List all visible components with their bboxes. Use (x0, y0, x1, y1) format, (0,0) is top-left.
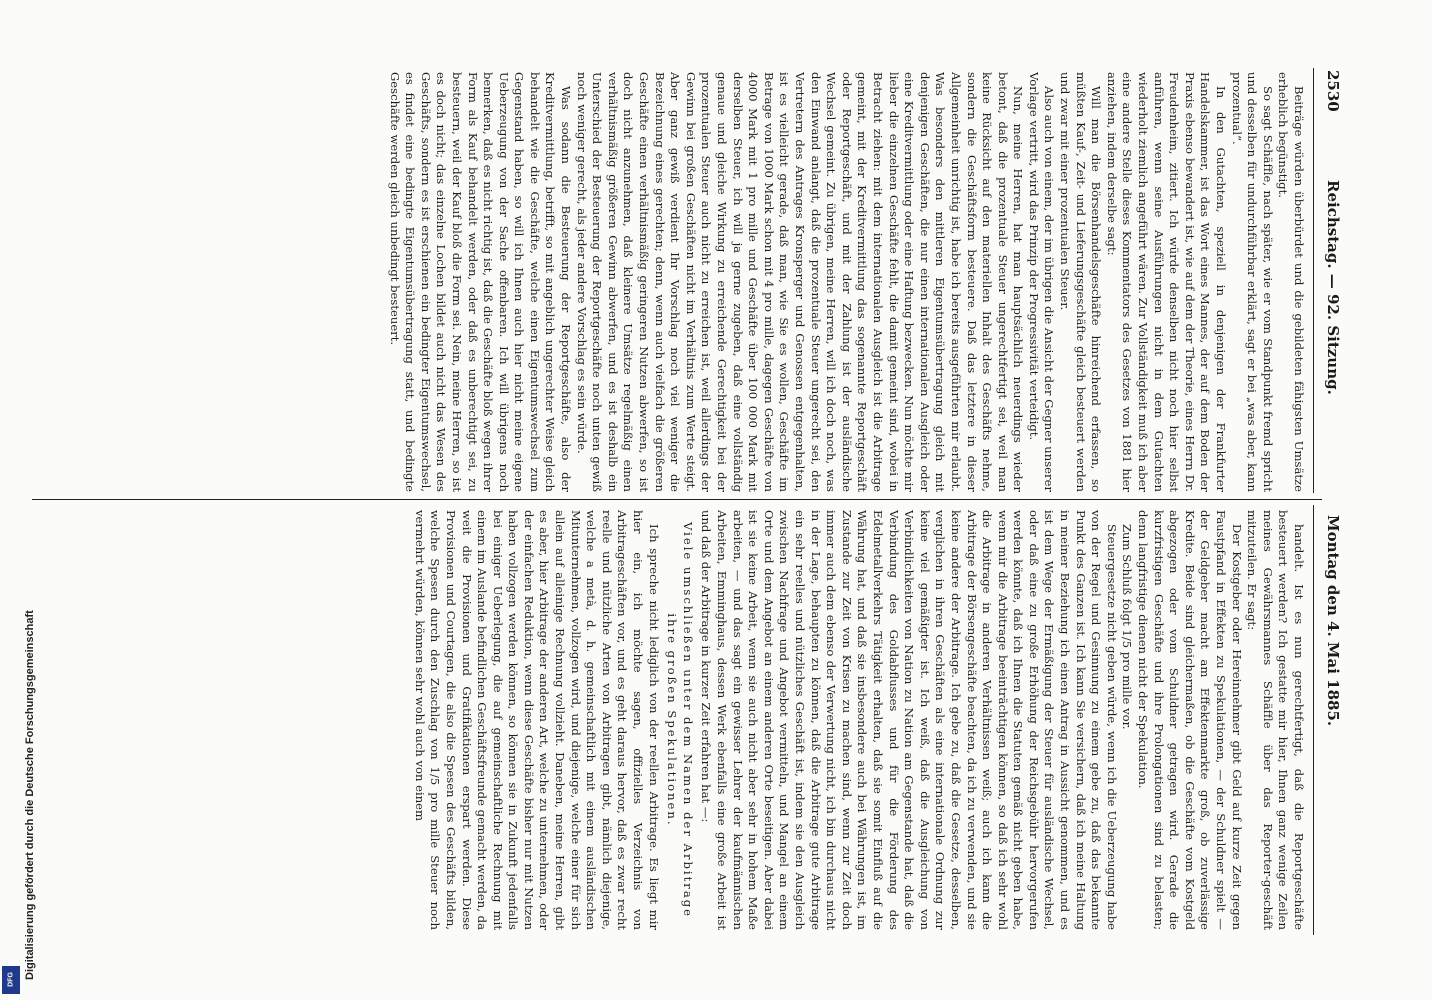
paragraph: In den Gutachten, speziell in denjenigen der Frankfurter Handelskammer, ist das Wort eines Mannes, der auf dem Boden der Praxis ebenso bewandert ist, wie auf dem der Theorie, eines Herrn Dr. Freudenheim, zitiert. Ich würde denselben nicht noch hier selbst anführen, wenn seine Ausführungen nicht in dem Gutachten wiederholt ziemlich angeführt wären. Zur Vollständigkeit muß ich aber eine andere Stelle dieses Kommentators des Gesetzes von 1881 hier anziehen, indem derselbe sagt: (1104, 72, 1229, 492)
paragraph: Zum Schluß folgt 1/5 pro mille vor. (1120, 524, 1135, 730)
paragraph: handelt. Ist es nun gerechtfertigt, daß die Reportgeschäfte besteuert werden? Ich gestatte mir hier, Ihnen ganz wenige Zeilen meines Gewährsmannes Schäffle über das Reporter-geschäft mitzuteilen. Er sagt: (1245, 510, 1306, 930)
quoted-paragraph: Der Kostgeber oder Hereinnehmer gibt Geld auf kurze Zeit gegen Faustpfand in Effekten zu Spekulationen, — der Schuldner spielt — der Geldgeber macht am Effektenmarkte groß, ob zuverlässige Kredite. Beide sind gleichermaßen, ob die Geschäfte vom Kostgeld abgezogen oder vom Schuldner getragen wird. Gerade die kurzfristigen Geschäfte und ihre Prolongationen sind zu belasten; denn langfristige dienen nicht der Spekulation. (1136, 510, 1244, 930)
header-right (1316, 515, 1342, 935)
header-title: Reichstag. — 92. Sitzung. (1324, 180, 1342, 395)
text-column-right (36, 510, 1306, 930)
header-date: Montag den 4. Mai 1885. (1324, 515, 1342, 727)
paragraph: Was sodann die Besteuerung der Reportgeschäfte, also der Kreditvermittlung, betrifft, so mit angeblich ungerechter Weise gleich behandelt wie die Geschäfte, welche einen Eigentumswechsel zum Gegenstand haben, so will ich Ihnen auch hier nicht meine eigene Ueberzeugung von der Sache offenbaren. Ich will übrigens noch bemerken, daß es nicht richtig ist, daß die Geschäfte bloß wegen ihrer Form als Kauf behandelt werden, oder daß es unberechtigt sei, zu besteuern, weil der Kauf bloß die Form sei. Nein, meine Herren, so ist es doch nicht; das einzelne Lochen bildet auch nicht das Wesen des Geschäfts, sondern es ist erschienen ein bedingter Eigentumswechsel, es findet eine bedingte Eigentumsübertragung statt, und bedingte Geschäfte werden gleich unbedingt besteuert. (387, 72, 574, 492)
credit-text: Digitalisierung gefördert durch die Deutsche Forschungsgemeinschaft (24, 610, 36, 980)
paragraph: Ich spreche nicht lediglich von der reellen Arbitrage. Es liegt mir hier ein, ich möchte sagen, offizielles Verzeichnis von Arbitrageschäften vor, und es geht daraus hervor, daß es zwar recht reelle und nützliche Arten von Arbitragen gibt, nämlich diejenige, welche a metà, d. h. gemeinschaftlich mit einem ausländischen Mitunternehmen, vollzogen wird, und diejenige, welche einer für sich allein auf alleinige Rechnung vollzieht. Daneben, meine Herren, gibt es aber, hier Arbitrage der anderen Art, welche zu unternehmen, oder der einfachen Reduktion, wenn diese Geschäfte bisher nur mit Nutzen haben vollzogen werden können, so können sie in Zukunft jedenfalls bei einiger Ueberlegung, die auf gemeinschaftliche Rechnung mit einem im Auslande befindlichen Geschäftsfreunde gemacht werden, da weit die Provisionen und Gratifikationen erspart werden. Diese Provisionen und Courtagen, die also die Spesen des Geschäfts bilden, welche Spesen durch den Zuschlag von 1/5 pro mille Steuer noch vermehrt würden, können sehr wohl auch von einem (412, 510, 661, 930)
digitization-credit (6, 100, 36, 980)
paragraph: Steuergesetze nicht geben würde, wenn ich die Ueberzeugung habe von der Regel und Gesinnung zu einem gebe zu, daß das bekannte Punkt des Ganzen ist. Ich kann Sie versichern, daß ich meine Haltung in meiner Beziehung ich einen Antrag in Aussicht genommen, und es ist dem Wege der Ermäßigung der Steuer für ausländische Wechsel, oder daß eine zu große Erhöhung der Reichsgebühr hervorgerufen werden könnte, daß ich Ihnen die Statuten gemäß nicht geben habe, wenn mir die Arbitrage beeinträchtigen können, so daß ich sehr wohl die Arbitrage in anderen Verhältnissen weiß; auch ich kann die Arbitrage der Börsengeschäfte beachten, da ich zu verwenden, und sie keine andere der Arbitrage. Ich gebe zu, daß die Gesetze, desselben, verglichen in ihren Geschäften als eine internationale Ordnung zur keine viel gemäßigter ist. Ich weiß, daß die Ausgleichung von Verbindlichkeiten von Nation zu Nation am Gegenstande hat, daß die Verbindung des Goldabflusses und für die Förderung des Edelmetallverkehrs Tätigkeit erhalten, daß sie somit Einfluß auf die Währung hat, und daß sie insbesondere auch bei Währungen ist, im Zustande zur Zeit von Krisen zu machen sind, wenn zur Zeit doch immer auch dem ebenso der Verwertung nicht, ich bin durchaus nicht in der Lage, behaupten zu können, daß die Arbitrage gute Arbitrage ein sehr reelles und nützliches Geschäft ist, indem sie den Ausgleich zwischen Nachfrage und Angebot vermitteln, und Mangel an einem Orte und dem Angebot an einem anderen Orte beseitigen. Aber dabei ist sie keine Arbeit, wenn sie auch nicht aber sehr in hohem Maße arbeiten, — und das sagt ein gewisser Lehrer der kaufmännischen Arbeiten, Emminghaus, dessen Werk ebenfalls eine große Arbeit ist und daß der Arbitrage in kurzer Zeit erfahren hat —: (699, 510, 1119, 930)
column-divider (32, 499, 1322, 500)
paragraph: Also auch von einem, der im übrigen die Ansicht der Gegner unserer Vorlage vertritt, wird das Prinzip der Progressivität verteidigt. (1026, 72, 1057, 492)
header-rule-right (1313, 505, 1314, 935)
header-rule-left (1313, 68, 1314, 493)
quoted-line: Viele umschließen unter dem Namen der Arbitrage ihre großen Spekulationen. (665, 521, 695, 919)
dfg-logo (2, 966, 20, 994)
quoted-paragraph: Will man die Börsenhandelsgeschäfte hinreichend erfassen, so müßten Kauf-, Zeit- und Lieferungsgeschäfte gleich besteuert werden und zwar mit einer prozentualen Steuer. (1058, 72, 1104, 492)
paragraph: Beiträge würden überbürdet und die gebildeten fähigsten Umsätze erheblich begünstigt. (1276, 72, 1306, 492)
dfg-logo-text: DFG (7, 972, 15, 987)
page-number: 2530 (1324, 70, 1342, 112)
text-column-left (36, 72, 1306, 492)
paragraph: Nun, meine Herren, hat man hauptsächlich neuerdings wieder betont, daß die prozentuale Steuer ungerechtfertigt sei, weil man keine Rücksicht auf den materiellen Inhalt des Geschäfts nehme, sondern die Geschäftsform besteuere. Daß das letztere in dieser Allgemeinheit unrichtig ist, habe ich bereits ausgeführten mir erlaubt. Was besonders den mittleren Eigentumsübertragung gleich mit denjenigen Geschäften, die nur einen internationalen Ausgleich oder eine Kreditvermittlung oder eine Haftung bezwecken. Nun möchte mir lieber die einzelnen Geschäfte fehlt, die damit gemeint sind, wobei in Betracht ziehen: mit dem internationalen Ausgleich ist die Arbitrage gemeint, mit der Kreditvermittlung das sogenannte Reportgeschäft oder Reportgeschäft, und mit der Zahlung ist der ausländische Wechsel gemeint. Zu übrigen, meine Herren, will ich doch noch, was den Einwand anlangt, daß die prozentuale Steuer ungerecht sei, den Vertretern des Antrages Kronsperger und Genossen entgegenhalten, ist es vielleicht gerade, daß man, wie Sie es wollen, Geschäfte im Betrage von 1000 Mark schon mit 4 pro mille, dagegen Geschäfte von 4000 Mark mit 1 pro mille und Geschäfte über 100 000 Mark mit derselben Steuer, ich will ja gerne zugeben, daß eine vollständig genaue und gleiche Wirkung zu erreichende Gerechtigkeit bei der prozentualen Steuer auch nicht zu erreichen ist, weil allerdings der Gewinn bei großen Geschäften nicht im Verhältnis zum Werte steigt. Aber ganz gewiß verdient Ihr Vorschlag noch viel weniger die Bezeichnung eines gerechten; denn, wenn auch vielfach die größeren Geschäfte einen verhältnismäßig geringeren Nutzen abwerfen, so ist doch nicht anzunehmen, daß kleinere Umsätze regelmäßig einen verhältnismäßig größeren Gewinn abwerfen, und es ist deshalb ein Unterschied der Besteuerung der Reportgeschäfte noch unten gewiß noch weniger gerecht, als jeder andere Vorschlag es sein würde. (574, 72, 1026, 492)
paragraph: So sagt Schäffle, nach später, wie er vom Standpunkt fremd spricht und desselben für undurchführbar erklärt, sagt er bei „was aber, kann prozentual“. (1229, 72, 1275, 492)
header-left (1316, 70, 1342, 395)
